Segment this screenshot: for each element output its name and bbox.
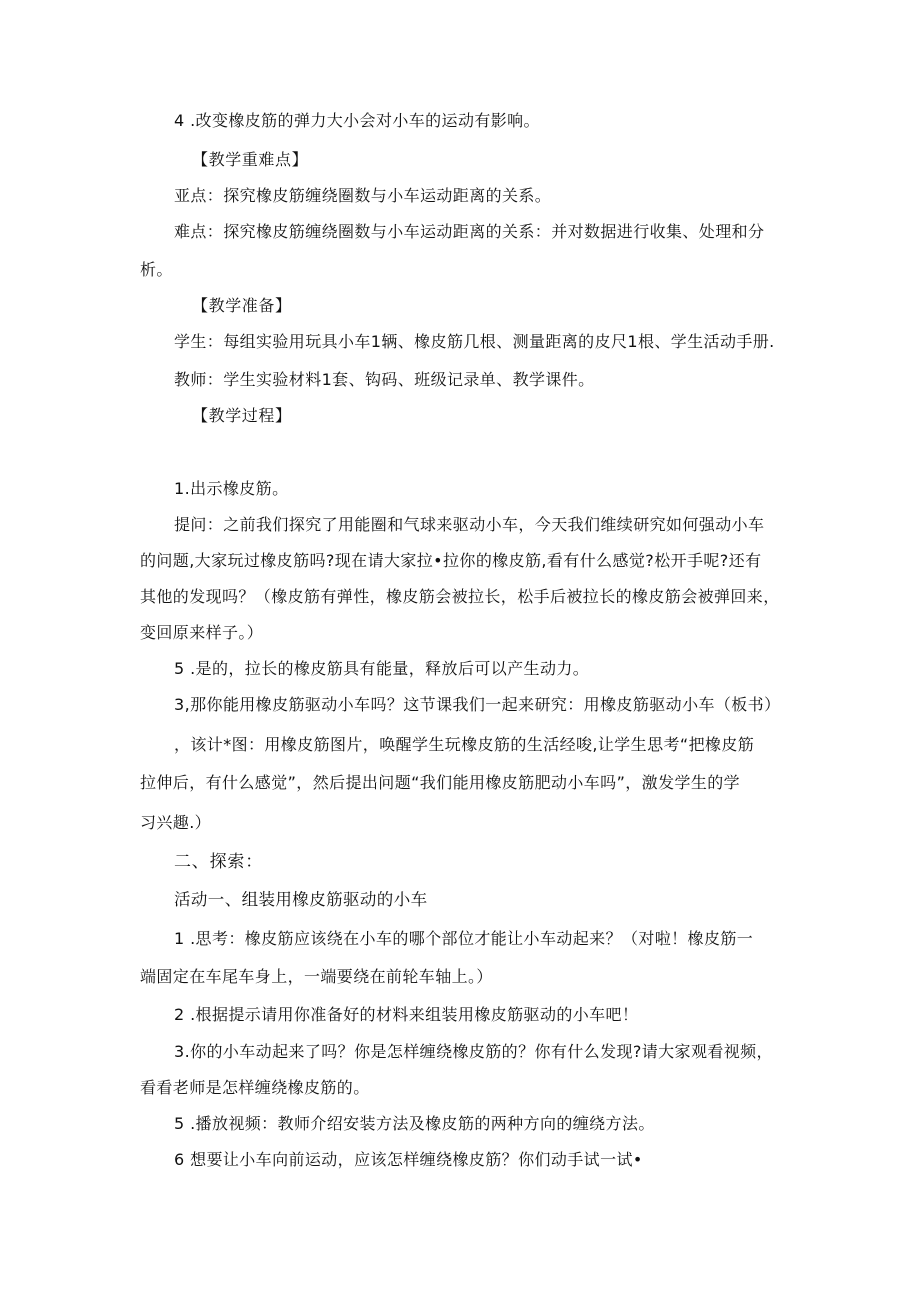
- text-line: 的问题,大家玩过橡皮筋吗?现在请大家拉•拉你的橡皮筋,看有什么感觉?松开手呢?还有: [140, 551, 762, 570]
- text-line: 端固定在车尾车身上，一端要绕在前轮车轴上。）: [140, 967, 493, 986]
- text-line: 难点：探究橡皮筋缠绕圈数与小车运动距离的关系：并对数据进行收集、处理和分: [174, 222, 765, 241]
- text-line: 6 想要让小车向前运动，应该怎样缠绕橡皮筋？你们动手试一试•: [174, 1150, 643, 1169]
- section-title: 二、探索：: [174, 852, 263, 872]
- text-line: 1 .思考：橡皮筋应该绕在小车的哪个部位才能让小车动起来？（对啦！橡皮筋一: [174, 929, 754, 948]
- text-line: 教师：学生实验材料1套、钩码、班级记录单、教学课件。: [174, 370, 595, 389]
- text-line: 拉伸后，有什么感觉”，然后提出问题“我们能用橡皮筋肥动小车吗”，激发学生的学: [140, 773, 741, 792]
- text-line: 3.你的小车动起来了吗？你是怎样缠绕橡皮筋的？你有什么发现?请大家观看视频，: [174, 1042, 773, 1061]
- text-line: 4 .改变橡皮筋的弹力大小会对小车的运动有影响。: [174, 111, 540, 130]
- text-line: 1.出示橡皮筋。: [174, 479, 289, 498]
- text-line: 提问：之前我们探究了用能圈和气球来驱动小车，今天我们维续研究如何强动小车: [174, 515, 765, 534]
- text-line: 看看老师是怎样缠绕橡皮筋的。: [140, 1078, 370, 1097]
- text-line: ，该计*图：用橡皮筋图片，唤醒学生玩橡皮筋的生活经唆,让学生思考“把橡皮筋: [174, 735, 755, 754]
- text-line: 2 .根据提示请用你准备好的材料来组装用橡皮筋驱动的小车吧！: [174, 1005, 639, 1024]
- text-line: 析。: [140, 260, 173, 279]
- text-line: 3,那你能用橡皮筋驱动小车吗？这节课我们一起来研究：用橡皮筋驱动小车（板书）: [174, 695, 781, 714]
- text-line: 学生：每组实验用玩具小车1辆、橡皮筋几根、测量距离的皮尺1根、学生活动手册.: [174, 332, 775, 351]
- text-line: 5 .是的，拉长的橡皮筋具有能量，释放后可以产生动力。: [174, 659, 590, 678]
- section-heading: 【教学准备】: [192, 296, 292, 315]
- text-line: 变回原来样子。）: [140, 623, 264, 642]
- section-heading: 【教学过程】: [192, 406, 292, 425]
- text-line: 习兴趣.）: [140, 813, 212, 832]
- text-line: 5 .播放视频：教师介绍安装方法及橡皮筋的两种方向的缠绕方法。: [174, 1114, 655, 1133]
- section-heading: 【教学重难点】: [192, 150, 309, 169]
- text-line: 亚点：探究橡皮筋缠绕圈数与小车运动距离的关系。: [174, 186, 552, 205]
- text-line: 其他的发现吗？（橡皮筋有弹性，橡皮筋会被拉长，松手后被拉长的橡皮筋会被弹回来，: [140, 587, 780, 606]
- activity-title: 活动一、组装用橡皮筋驱动的小车: [174, 890, 428, 909]
